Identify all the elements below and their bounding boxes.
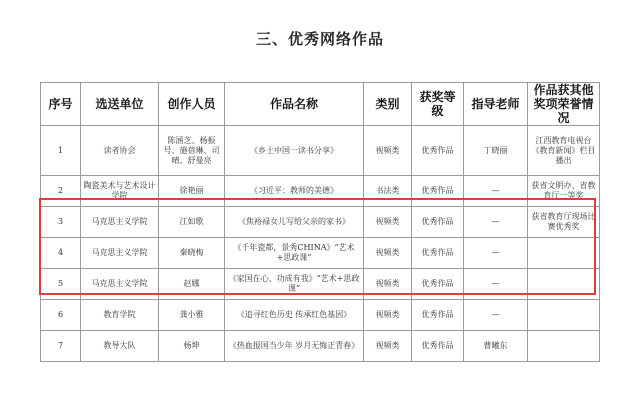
awards-table (40, 82, 600, 362)
cell-category: 视频类 (364, 126, 412, 176)
table-row (41, 176, 600, 207)
cell-teacher: — (464, 300, 528, 331)
header-work: 作品名称 (225, 83, 364, 126)
cell-creators: 龚小雅 (159, 300, 225, 331)
cell-category: 视频类 (364, 207, 412, 238)
cell-no: 2 (41, 176, 81, 207)
cell-award: 优秀作品 (412, 269, 464, 300)
cell-honors (528, 300, 600, 331)
cell-honors (528, 331, 600, 362)
cell-award: 优秀作品 (412, 207, 464, 238)
cell-category: 书法类 (364, 176, 412, 207)
header-category: 类别 (364, 83, 412, 126)
cell-no: 6 (41, 300, 81, 331)
cell-award: 优秀作品 (412, 331, 464, 362)
cell-no: 1 (41, 126, 81, 176)
cell-teacher: — (464, 176, 528, 207)
cell-unit: 陶瓷美术与艺术设计学院 (81, 176, 159, 207)
header-award: 获奖等级 (412, 83, 464, 126)
cell-work: 《焦裕禄女儿写给父亲的家书》 (225, 207, 364, 238)
cell-unit: 读者协会 (81, 126, 159, 176)
table-row (41, 269, 600, 300)
cell-teacher: 丁晓丽 (464, 126, 528, 176)
table-row (41, 238, 600, 269)
cell-no: 7 (41, 331, 81, 362)
cell-creators: 陈涵芝、杨振号、施蓓琳、司晴、舒曼亮 (159, 126, 225, 176)
table-row (41, 331, 600, 362)
cell-unit: 马克思主义学院 (81, 269, 159, 300)
cell-honors: 获省教育厅现场比赛优秀奖 (528, 207, 600, 238)
cell-work: 《追寻红色历史 传承红色基因》 (225, 300, 364, 331)
cell-work: 《家国在心、功成有我》“艺术+思政课” (225, 269, 364, 300)
header-unit: 选送单位 (81, 83, 159, 126)
cell-honors: 江西教育电视台《教育新闻》栏目播出 (528, 126, 600, 176)
cell-work: 《习近平：教师的美德》 (225, 176, 364, 207)
cell-unit: 教导大队 (81, 331, 159, 362)
section-title: 三、优秀网络作品 (255, 30, 384, 48)
cell-no: 4 (41, 238, 81, 269)
header-honors: 作品获其他奖项荣誉情况 (528, 83, 600, 126)
cell-unit: 教育学院 (81, 300, 159, 331)
cell-creators: 赵娜 (159, 269, 225, 300)
cell-honors: 获省文明办、省教育厅一等奖 (528, 176, 600, 207)
cell-no: 3 (41, 207, 81, 238)
header-creators: 创作人员 (159, 83, 225, 126)
cell-creators: 江如歌 (159, 207, 225, 238)
table-row (41, 126, 600, 176)
cell-category: 视频类 (364, 269, 412, 300)
cell-teacher: — (464, 269, 528, 300)
header-teacher: 指导老师 (464, 83, 528, 126)
cell-category: 视频类 (364, 331, 412, 362)
cell-work: 《千年瓷都，景秀CHINA》“艺术+思政课” (225, 238, 364, 269)
cell-award: 优秀作品 (412, 238, 464, 269)
table-row (41, 300, 600, 331)
cell-unit: 马克思主义学院 (81, 238, 159, 269)
cell-work: 《热血报国当少年 岁月无悔正青春》 (225, 331, 364, 362)
cell-teacher: 曹曦东 (464, 331, 528, 362)
header-no: 序号 (41, 83, 81, 126)
cell-honors (528, 269, 600, 300)
table-row (41, 207, 600, 238)
cell-honors (528, 238, 600, 269)
cell-no: 5 (41, 269, 81, 300)
cell-category: 视频类 (364, 238, 412, 269)
cell-award: 优秀作品 (412, 300, 464, 331)
cell-teacher: — (464, 238, 528, 269)
cell-teacher: — (464, 207, 528, 238)
cell-creators: 杨坤 (159, 331, 225, 362)
cell-award: 优秀作品 (412, 126, 464, 176)
cell-unit: 马克思主义学院 (81, 207, 159, 238)
header-row (41, 83, 600, 126)
cell-category: 视频类 (364, 300, 412, 331)
cell-creators: 徐艳丽 (159, 176, 225, 207)
cell-work: 《乡土中国一读书分享》 (225, 126, 364, 176)
cell-creators: 秦晓梅 (159, 238, 225, 269)
cell-award: 优秀作品 (412, 176, 464, 207)
